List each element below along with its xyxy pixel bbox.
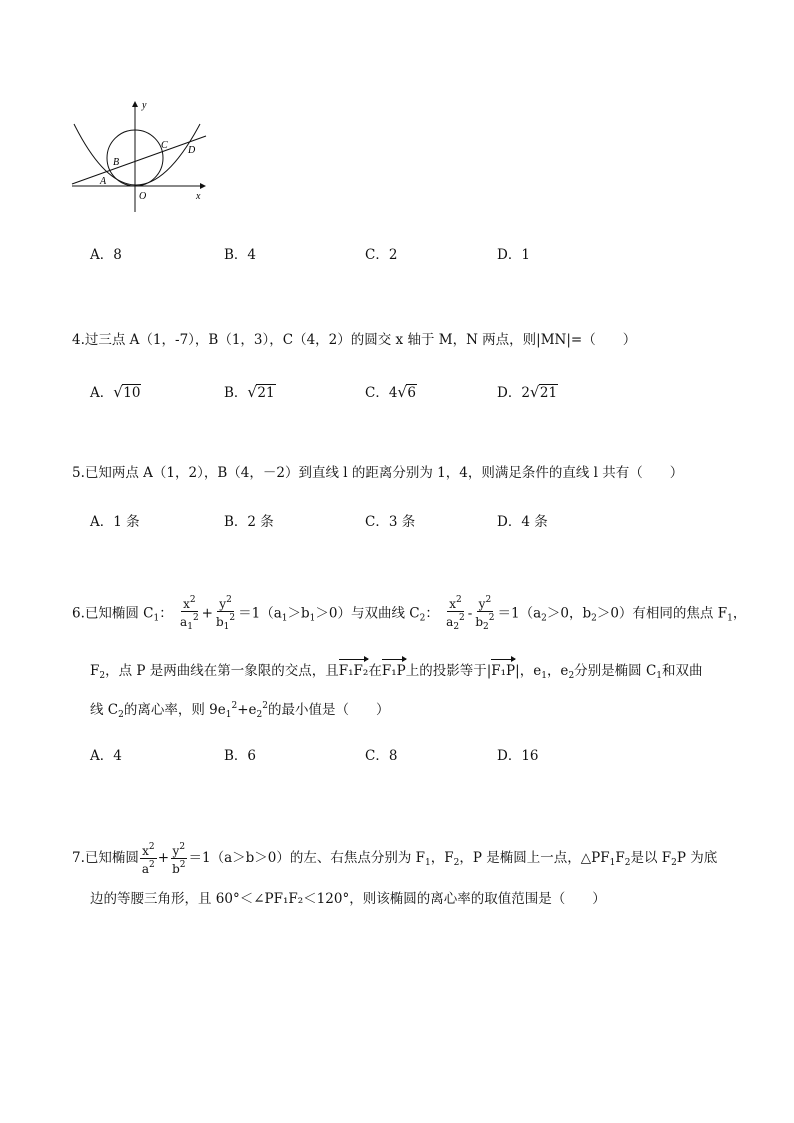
q7-text: 是以 F: [630, 850, 672, 866]
q6-option-c[interactable]: C．8: [365, 748, 398, 764]
sqrt-icon: √ 6: [397, 383, 417, 401]
q6-text: ，e: [546, 663, 569, 679]
q6-text: ：: [159, 605, 173, 622]
q3-option-c[interactable]: C．2: [365, 247, 398, 263]
q6-line3: 线 $C_2$的离心率，则 $9e_1^2+e_2^2$的最小值是（ ）: [90, 701, 390, 720]
q6-text: ，点 P 是两曲线在第一象限的交点，且: [105, 663, 339, 679]
q3-option-b[interactable]: B．4: [224, 247, 257, 263]
label-a: A: [100, 176, 107, 187]
q6-text: ＞0）与双曲线 C: [315, 605, 420, 622]
q4-option-a-radicand: 10: [123, 385, 141, 401]
sqrt-icon: √ 21: [247, 383, 275, 401]
q6-text: 和双曲: [662, 663, 703, 679]
q6-text: 分别是椭圆 C: [574, 663, 657, 679]
q6-text: 6.已知椭圆 C: [72, 605, 154, 622]
q4-option-d-prefix: D．2: [497, 385, 530, 401]
vector-f1p: [382, 658, 406, 680]
fraction: $\frac{y^2}{b_2^2}$: [475, 595, 495, 632]
fraction: $\frac{y^2}{b_1^2}$: [215, 595, 236, 632]
q6-text: ＝1（a: [497, 605, 542, 622]
secant-line: [72, 136, 206, 184]
q6-option-b[interactable]: B．6: [224, 748, 257, 764]
q7-text: 7.已知椭圆: [72, 850, 139, 866]
q6-text: F: [90, 663, 100, 679]
q6-text: 在: [368, 663, 382, 679]
q7-text: P 为底: [676, 850, 718, 866]
sqrt-icon: √ 10: [113, 383, 141, 401]
q6-text: ＞0，b: [546, 605, 592, 622]
fraction: $\frac{x^2}{a_2^2}$: [446, 595, 465, 632]
label-d: D: [188, 145, 196, 156]
q4-option-b-radicand: 21: [257, 385, 275, 401]
q4-option-c-radicand: 6: [407, 385, 417, 401]
q6-text: ＞0）有相同的焦点 F: [596, 605, 728, 622]
q7-line2: 边的等腰三角形，且 60°＜∠PF₁F₂＜120°，则该椭圆的离心率的取值范围是（ ）: [90, 891, 606, 907]
q4-option-a[interactable]: [90, 381, 141, 401]
sqrt-icon: √ 21: [529, 383, 558, 401]
q6-text: ＝1（a: [238, 605, 282, 622]
vector-label: F₁F₂: [338, 663, 369, 679]
q6-line2: $F_2$，点 P 是两曲线在第一象限的交点，且 F₁F₂在 F₁P上的投影等于| F₁P|，$e_1$，$e_2$分别是椭圆 $C_1$和双曲: [90, 658, 703, 685]
vector-label: F₁P: [491, 663, 516, 679]
fraction: $\frac{x^2}{a_1^2}$: [180, 595, 199, 632]
geometry-figure: [60, 96, 220, 216]
q6-text: ：: [425, 605, 439, 622]
vector-f1f2: [339, 658, 369, 680]
q4-option-d-radicand: 21: [539, 385, 558, 401]
q5-option-c[interactable]: C．3 条: [365, 514, 416, 530]
label-b: B: [113, 157, 120, 168]
q3-option-d[interactable]: D．1: [497, 247, 530, 263]
fraction: $\frac{x^2}{a^2}$: [141, 842, 155, 876]
label-c: C: [161, 140, 168, 151]
q7-text: ，F: [430, 850, 454, 866]
q5-option-d[interactable]: D．4 条: [497, 514, 548, 530]
q6-option-d[interactable]: D．16: [497, 748, 539, 764]
vector-f1p: [491, 658, 515, 680]
parabola-curve: [74, 124, 200, 185]
q4-option-c[interactable]: [365, 381, 417, 401]
q6-line1: 6.已知椭圆 $C_1$： $\frac{x^2}{a_1^2}$ + $\frac{y^2}{b_1^2}$ $=1(a_1>b_1>0)$与双曲线 $C_2$： $\frac{x^2}{a_2^2}$ - $\frac{y^2}{b_2^2}$ $=1(a_2>0$，$b_2>0$）有相同的焦点 $F_1$，: [72, 595, 747, 632]
q4-option-b-prefix: B．: [224, 385, 248, 401]
q6-text: 的最小值是（ ）: [267, 702, 390, 718]
label-y: y: [142, 100, 147, 111]
q7-text: ＝1（a＞b＞0）的左、右焦点分别为 F: [188, 850, 426, 866]
q5-stem: 5.已知两点 A（1，2），B（4，－2）到直线 l 的距离分别为 1，4，则满足条件的直线 l 共有（ ）: [72, 465, 684, 481]
vector-label: F₁P: [381, 663, 406, 679]
q4-stem: 4.过三点 A（1，-7），B（1，3），C（4，2）的圆交 x 轴于 M，N 两点，则|MN|=（ ）: [72, 332, 637, 348]
q6-text: +e: [237, 702, 257, 718]
q7-text: ，P 是椭圆上一点，△PF: [459, 850, 610, 866]
label-o: O: [139, 191, 147, 202]
q4-option-a-prefix: A．: [90, 385, 114, 401]
q4-option-c-prefix: C．4: [365, 385, 398, 401]
q6-text: 的离心率，则 9e: [123, 702, 226, 718]
q7-text: F: [615, 850, 625, 866]
q6-text: 线 C: [90, 702, 119, 718]
q6-text: ，: [732, 605, 747, 622]
q5-option-b[interactable]: B．2 条: [224, 514, 274, 530]
q5-option-a[interactable]: A．1 条: [90, 514, 140, 530]
q4-option-b[interactable]: [224, 381, 276, 401]
q6-text: ＞b: [287, 605, 310, 622]
label-x: x: [196, 191, 201, 202]
q4-option-d[interactable]: [497, 381, 558, 401]
figure-svg: [60, 96, 220, 216]
q6-option-a[interactable]: A．4: [90, 748, 122, 764]
q7-line1: 7.已知椭圆 $\frac{x^2}{a^2}$ + $\frac{y^2}{b^2}$ ＝1（a＞b＞0）的左、右焦点分别为 $F_1$，$F_2$，P 是椭圆上一点，$\triangle PF_1F_2$是以 $F_2P$ 为底: [72, 842, 718, 876]
q6-text: |，e: [515, 663, 542, 679]
q3-option-a[interactable]: A．8: [90, 247, 122, 263]
fraction: $\frac{y^2}{b^2}$: [172, 842, 186, 876]
q6-text: 上的投影等于|: [405, 663, 492, 679]
